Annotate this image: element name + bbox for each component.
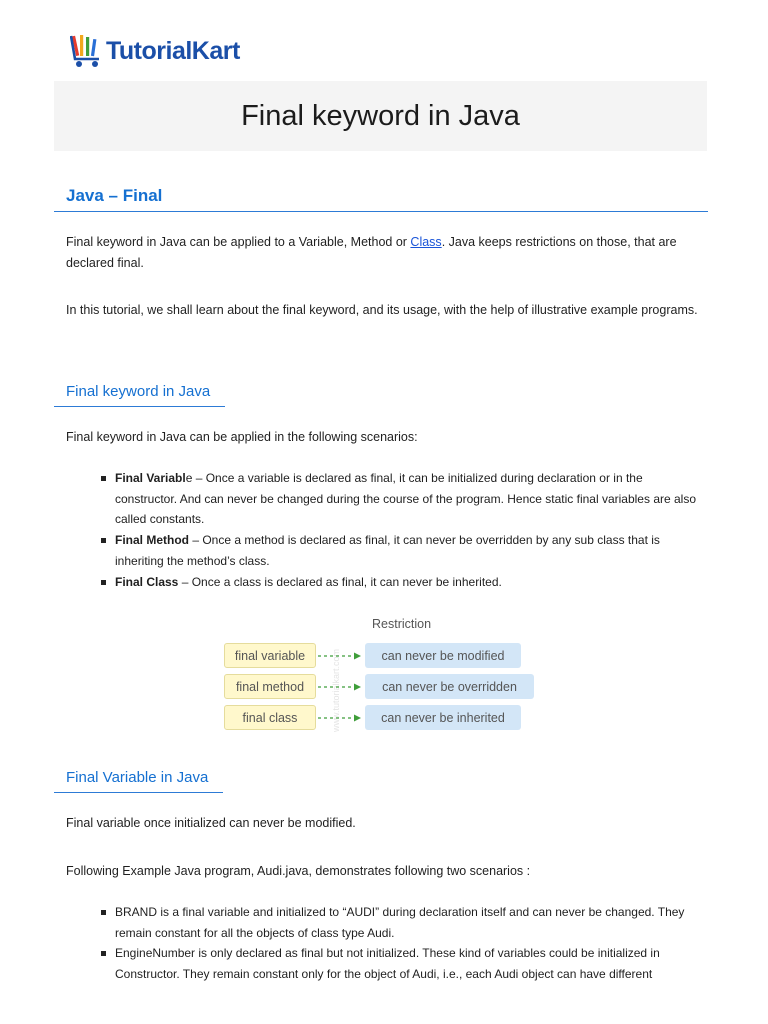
item-bold: Final Class [115,574,179,589]
heading-java-final: Java – Final [54,185,708,212]
scenarios-intro: Final keyword in Java can be applied in the following scenarios: [66,430,418,444]
example-paragraph: Following Example Java program, Audi.java, demonstrates following two scenarios : [66,864,531,878]
arrow-icon [317,682,363,692]
item-text: – Once a method is declared as final, it can never be overridden by any sub class that is inheriting the method’s class. [115,533,660,568]
item-text: e – Once a variable is declared as final, it can be initialized during declaration or in the constructor. And can never be changed during the course of the program. Hence static final variables are also called constants. [115,471,697,527]
final-variable-box: final variable [224,643,316,668]
list-item [66,943,706,984]
item-bold: Final Method [115,533,189,548]
scenarios-list [66,468,706,592]
item-text: BRAND is a final variable and initialized to “AUDI” during declaration itself and can never be changed. They remain constant for all the objects of class type Audi. [115,905,685,940]
cart-logo-icon [70,33,104,69]
example-list [66,902,706,985]
list-item [66,530,706,571]
final-variable-paragraph: Final variable once initialized can never be modified. [66,816,356,830]
item-bold: Final Variabl [115,471,186,485]
item-text: EngineNumber is only declared as final but not initialized. These kind of variables could be initialized in Constructor. They remain constant only for the object of Audi, i.e., each Audi object can have different [115,946,660,982]
diagram-header: Restriction [372,617,432,631]
tutorial-paragraph: In this tutorial, we shall learn about the final keyword, and its usage, with the help of illustrative example programs. [66,303,698,317]
page-title: Final keyword in Java [241,99,520,132]
list-item [66,468,706,530]
logo-text: TutorialKart [106,36,240,65]
overridden-box: can never be overridden [365,674,534,699]
inherited-box: can never be inherited [365,705,521,730]
final-method-box: final method [224,674,316,699]
restriction-diagram [222,612,542,737]
page-title-banner [54,81,707,151]
bullet-icon [101,538,106,543]
list-item [66,572,706,593]
arrow-icon [317,713,363,723]
item-text: – Once a class is declared as final, it can never be inherited. [178,574,502,589]
modified-box: can never be modified [365,643,521,668]
intro-text-before: Final keyword in Java can be applied to a Variable, Method or [66,235,411,249]
final-class-box: final class [224,705,316,730]
intro-text-after: . Java keeps restrictions on those, that are declared final. [66,235,677,270]
site-logo[interactable] [70,33,240,69]
heading-final-keyword: Final keyword in Java [54,383,225,407]
class-link[interactable]: Class [410,235,442,249]
arrow-icon [317,651,363,661]
list-item [66,902,706,943]
bullet-icon [101,580,106,585]
bullet-icon [101,476,106,481]
heading-final-variable: Final Variable in Java [54,769,223,793]
intro-paragraph [66,232,706,274]
bullet-icon [101,951,106,956]
diagram-watermark: www.tutorialkart.com [331,648,341,732]
bullet-icon [101,910,106,915]
